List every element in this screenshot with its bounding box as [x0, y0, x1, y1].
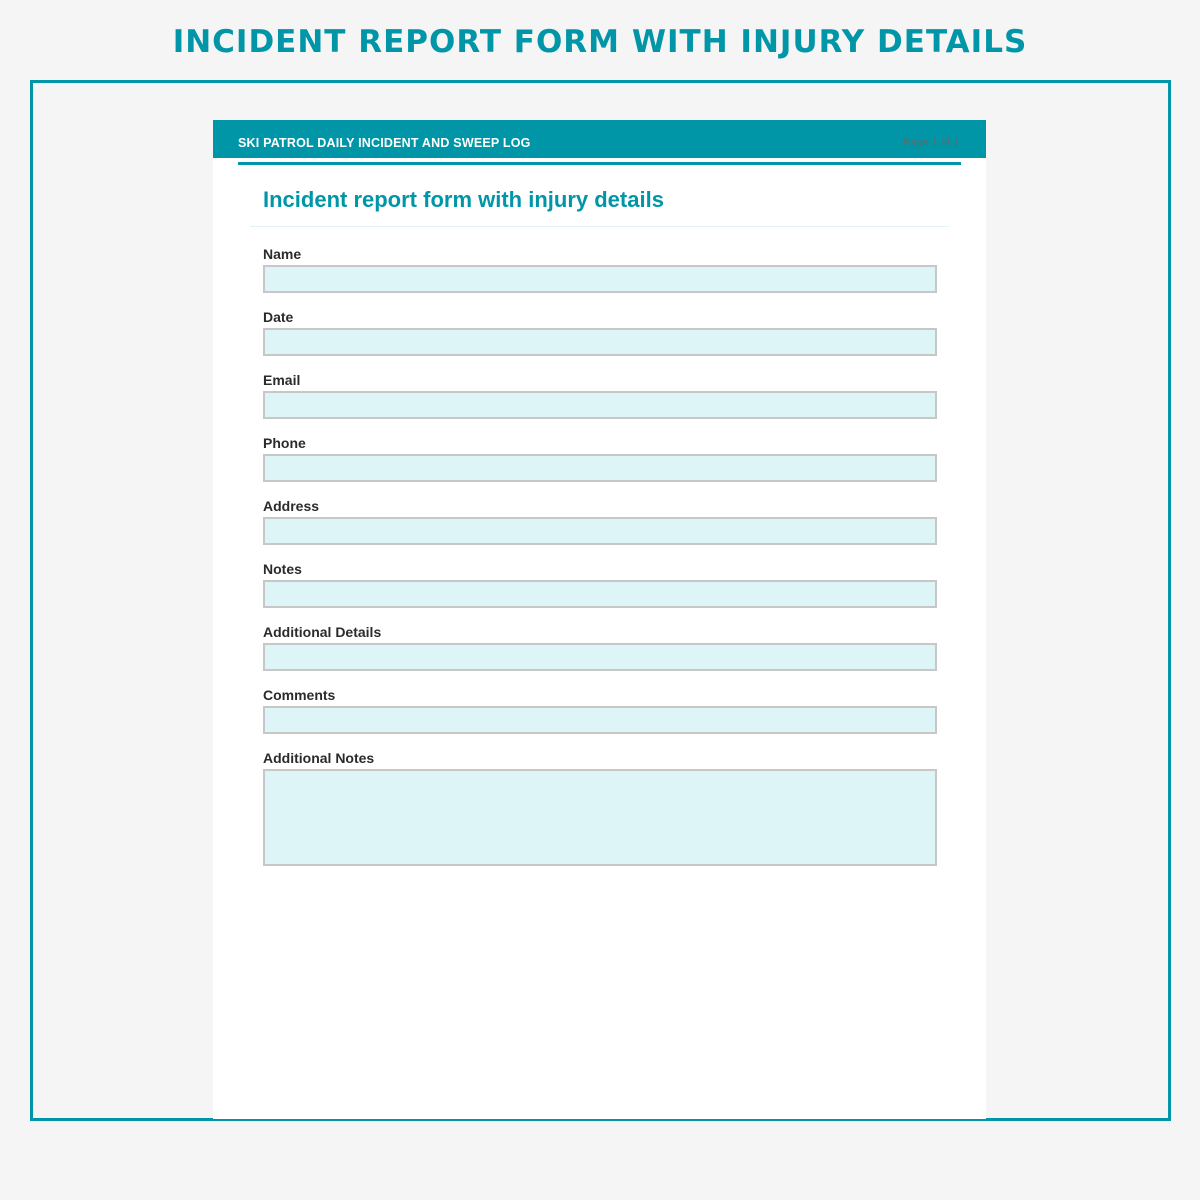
date-input[interactable] — [263, 328, 937, 356]
email-field-group — [263, 371, 937, 419]
additional-notes-field-group — [263, 749, 937, 866]
additional-details-label: Additional Details — [263, 624, 382, 640]
comments-field-group — [263, 686, 937, 734]
date-label: Date — [263, 309, 294, 325]
notes-field-group — [263, 560, 937, 608]
email-input[interactable] — [263, 391, 937, 419]
name-field-group — [263, 245, 937, 293]
name-label: Name — [263, 246, 302, 262]
additional-details-field-group — [263, 623, 937, 671]
document-header-title: SKI PATROL DAILY INCIDENT AND SWEEP LOG — [238, 136, 531, 150]
document-sheet — [213, 120, 986, 1119]
notes-input[interactable] — [263, 580, 937, 608]
address-field-group — [263, 497, 937, 545]
phone-input[interactable] — [263, 454, 937, 482]
title-divider — [250, 226, 949, 227]
additional-details-input[interactable] — [263, 643, 937, 671]
name-input[interactable] — [263, 265, 937, 293]
email-label: Email — [263, 372, 301, 388]
address-input[interactable] — [263, 517, 937, 545]
address-label: Address — [263, 498, 320, 514]
phone-field-group — [263, 434, 937, 482]
page-indicator: Page 1 of 1 — [902, 137, 959, 149]
additional-notes-label: Additional Notes — [263, 750, 375, 766]
notes-label: Notes — [263, 561, 302, 577]
page-heading: INCIDENT REPORT FORM WITH INJURY DETAILS — [172, 24, 1028, 60]
comments-label: Comments — [263, 687, 336, 703]
phone-label: Phone — [263, 435, 306, 451]
additional-notes-textarea[interactable] — [263, 769, 937, 866]
date-field-group — [263, 308, 937, 356]
form-title: Incident report form with injury details — [263, 187, 664, 212]
header-divider — [238, 162, 961, 165]
document-header-bar — [213, 120, 986, 158]
comments-input[interactable] — [263, 706, 937, 734]
